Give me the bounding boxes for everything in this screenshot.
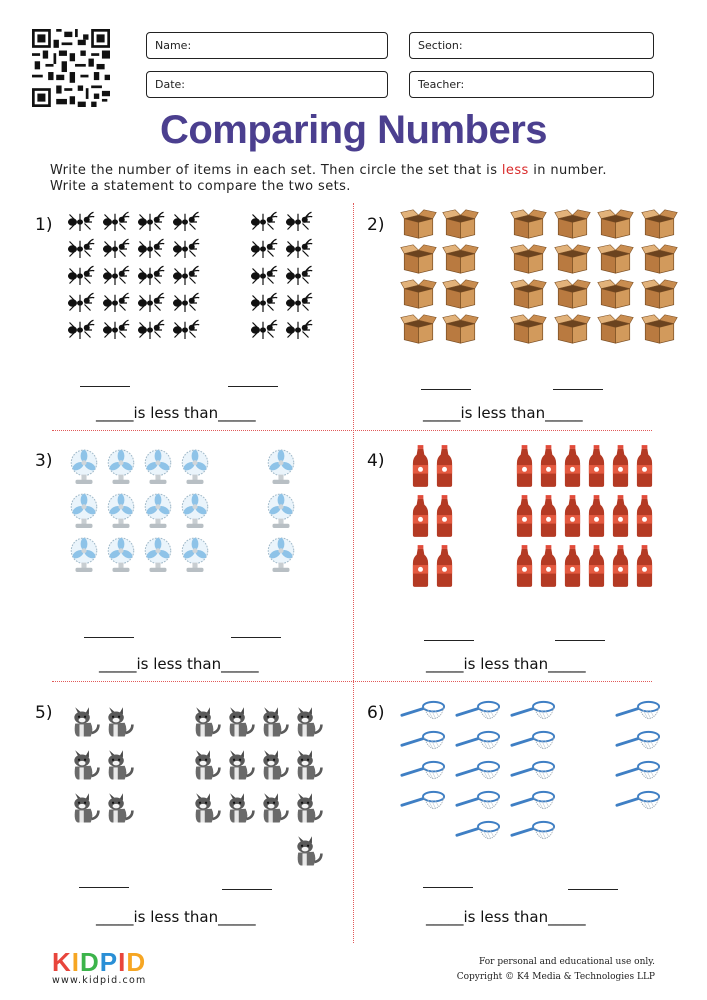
item-set — [400, 208, 484, 348]
cat-icon — [259, 788, 290, 826]
qr-code — [32, 29, 110, 107]
bottle-icon — [563, 443, 582, 489]
cat-icon — [70, 788, 101, 826]
cat-icon — [191, 788, 222, 826]
box-icon — [442, 208, 479, 240]
bottle-icon — [539, 543, 558, 589]
cat-icon — [293, 745, 324, 783]
net-icon — [400, 789, 446, 812]
box-icon — [510, 208, 547, 240]
net-icon — [510, 819, 556, 842]
ant-icon — [169, 318, 201, 342]
box-icon — [400, 208, 437, 240]
ant-icon — [64, 264, 96, 288]
box-icon — [597, 278, 634, 310]
ant-icon — [282, 237, 314, 261]
item-set — [411, 443, 459, 593]
box-icon — [554, 243, 591, 275]
comparison-statement: _____is less than_____ — [426, 655, 586, 673]
ant-icon — [134, 318, 166, 342]
answer-blank[interactable] — [424, 640, 474, 641]
bottle-icon — [515, 443, 534, 489]
ant-icon — [247, 210, 279, 234]
item-set — [247, 210, 317, 345]
box-icon — [442, 313, 479, 345]
vertical-divider — [353, 203, 354, 943]
net-icon — [400, 699, 446, 722]
net-icon — [510, 759, 556, 782]
problem-number: 5) — [35, 703, 53, 723]
problem-number: 1) — [35, 215, 53, 235]
bottle-icon — [587, 543, 606, 589]
fan-icon — [141, 492, 175, 530]
answer-blank[interactable] — [84, 637, 134, 638]
ant-icon — [282, 318, 314, 342]
bottle-icon — [635, 543, 654, 589]
bottle-icon — [611, 443, 630, 489]
cat-icon — [293, 702, 324, 740]
box-icon — [641, 313, 678, 345]
fan-icon — [178, 492, 212, 530]
kidpid-logo: KIDPID — [52, 947, 147, 977]
fan-icon — [141, 536, 175, 574]
ant-icon — [134, 264, 166, 288]
net-icon — [615, 789, 661, 812]
box-icon — [554, 208, 591, 240]
box-icon — [641, 278, 678, 310]
bottle-icon — [563, 493, 582, 539]
cat-icon — [293, 831, 324, 869]
box-icon — [554, 313, 591, 345]
bottle-icon — [411, 493, 430, 539]
item-set — [264, 448, 301, 580]
ant-icon — [99, 210, 131, 234]
highlight-word: less — [501, 163, 529, 178]
ant-icon — [99, 291, 131, 315]
ant-icon — [169, 264, 201, 288]
net-icon — [455, 789, 501, 812]
bottle-icon — [611, 543, 630, 589]
fan-icon — [264, 448, 298, 486]
fan-icon — [141, 448, 175, 486]
fan-icon — [104, 536, 138, 574]
page-title: Comparing Numbers — [159, 108, 548, 152]
answer-blank[interactable] — [555, 640, 605, 641]
item-set — [615, 699, 670, 819]
ant-icon — [134, 291, 166, 315]
item-set — [64, 210, 204, 345]
item-set — [510, 208, 684, 348]
bottle-icon — [411, 443, 430, 489]
cat-icon — [259, 745, 290, 783]
net-icon — [510, 729, 556, 752]
ant-icon — [99, 264, 131, 288]
cat-icon — [225, 702, 256, 740]
cat-icon — [104, 745, 135, 783]
problem-number: 6) — [367, 703, 385, 723]
horizontal-divider — [52, 430, 652, 431]
box-icon — [400, 278, 437, 310]
net-icon — [455, 729, 501, 752]
cat-icon — [293, 788, 324, 826]
box-icon — [400, 243, 437, 275]
item-set — [191, 702, 327, 872]
ant-icon — [99, 237, 131, 261]
date-field[interactable]: Date: — [146, 71, 388, 98]
fan-icon — [104, 448, 138, 486]
box-icon — [442, 243, 479, 275]
fan-icon — [104, 492, 138, 530]
fan-icon — [264, 492, 298, 530]
ant-icon — [169, 210, 201, 234]
ant-icon — [169, 237, 201, 261]
net-icon — [510, 789, 556, 812]
fan-icon — [178, 448, 212, 486]
answer-blank[interactable] — [423, 887, 473, 888]
bottle-icon — [515, 493, 534, 539]
comparison-statement: _____is less than_____ — [96, 404, 256, 422]
ant-icon — [64, 318, 96, 342]
answer-blank[interactable] — [421, 389, 471, 390]
bottle-icon — [515, 543, 534, 589]
ant-icon — [282, 291, 314, 315]
bottle-icon — [539, 493, 558, 539]
teacher-field[interactable]: Teacher: — [409, 71, 654, 98]
ant-icon — [64, 291, 96, 315]
cat-icon — [225, 788, 256, 826]
fan-icon — [67, 492, 101, 530]
box-icon — [641, 208, 678, 240]
bottle-icon — [435, 543, 454, 589]
comparison-statement: _____is less than_____ — [99, 655, 259, 673]
bottle-icon — [635, 443, 654, 489]
copyright: Copyright © K4 Media & Technologies LLP — [456, 972, 655, 982]
cat-icon — [104, 702, 135, 740]
net-icon — [455, 819, 501, 842]
box-icon — [597, 243, 634, 275]
answer-blank[interactable] — [79, 887, 129, 888]
ant-icon — [64, 237, 96, 261]
cat-icon — [191, 745, 222, 783]
answer-blank[interactable] — [222, 889, 272, 890]
answer-blank[interactable] — [228, 386, 278, 387]
net-icon — [615, 699, 661, 722]
instructions: Write the number of items in each set. Then circle the set that is less in number. Write a statement to compare the two sets. — [50, 163, 607, 194]
net-icon — [615, 759, 661, 782]
box-icon — [400, 313, 437, 345]
item-set — [70, 702, 138, 830]
ant-icon — [247, 291, 279, 315]
problem-number: 4) — [367, 451, 385, 471]
cat-icon — [70, 745, 101, 783]
fan-icon — [264, 536, 298, 574]
website-link[interactable]: www.kidpid.com — [52, 975, 147, 986]
answer-blank[interactable] — [553, 389, 603, 390]
bottle-icon — [435, 443, 454, 489]
box-icon — [442, 278, 479, 310]
cat-icon — [104, 788, 135, 826]
net-icon — [455, 759, 501, 782]
box-icon — [641, 243, 678, 275]
comparison-statement: _____is less than_____ — [423, 404, 583, 422]
net-icon — [615, 729, 661, 752]
bottle-icon — [539, 443, 558, 489]
ant-icon — [282, 210, 314, 234]
box-icon — [510, 313, 547, 345]
cat-icon — [191, 702, 222, 740]
fan-icon — [67, 536, 101, 574]
problem-number: 2) — [367, 215, 385, 235]
fan-icon — [67, 448, 101, 486]
bottle-icon — [611, 493, 630, 539]
answer-blank[interactable] — [568, 889, 618, 890]
item-set — [515, 443, 659, 593]
ant-icon — [247, 237, 279, 261]
bottle-icon — [563, 543, 582, 589]
comparison-statement: _____is less than_____ — [426, 908, 586, 926]
cat-icon — [70, 702, 101, 740]
answer-blank[interactable] — [231, 637, 281, 638]
comparison-statement: _____is less than_____ — [96, 908, 256, 926]
answer-blank[interactable] — [80, 386, 130, 387]
ant-icon — [282, 264, 314, 288]
item-set — [67, 448, 215, 580]
usage-note: For personal and educational use only. — [479, 957, 655, 967]
bottle-icon — [411, 543, 430, 589]
horizontal-divider — [52, 681, 652, 682]
bottle-icon — [587, 493, 606, 539]
box-icon — [510, 243, 547, 275]
ant-icon — [99, 318, 131, 342]
net-icon — [400, 759, 446, 782]
net-icon — [400, 729, 446, 752]
ant-icon — [247, 318, 279, 342]
bottle-icon — [635, 493, 654, 539]
ant-icon — [247, 264, 279, 288]
box-icon — [597, 208, 634, 240]
ant-icon — [169, 291, 201, 315]
section-field[interactable]: Section: — [409, 32, 654, 59]
problem-number: 3) — [35, 451, 53, 471]
bottle-icon — [435, 493, 454, 539]
ant-icon — [134, 210, 166, 234]
net-icon — [510, 699, 556, 722]
cat-icon — [259, 702, 290, 740]
fan-icon — [178, 536, 212, 574]
ant-icon — [134, 237, 166, 261]
box-icon — [597, 313, 634, 345]
name-field[interactable]: Name: — [146, 32, 388, 59]
item-set — [400, 699, 565, 849]
ant-icon — [64, 210, 96, 234]
bottle-icon — [587, 443, 606, 489]
cat-icon — [225, 745, 256, 783]
net-icon — [455, 699, 501, 722]
box-icon — [554, 278, 591, 310]
box-icon — [510, 278, 547, 310]
